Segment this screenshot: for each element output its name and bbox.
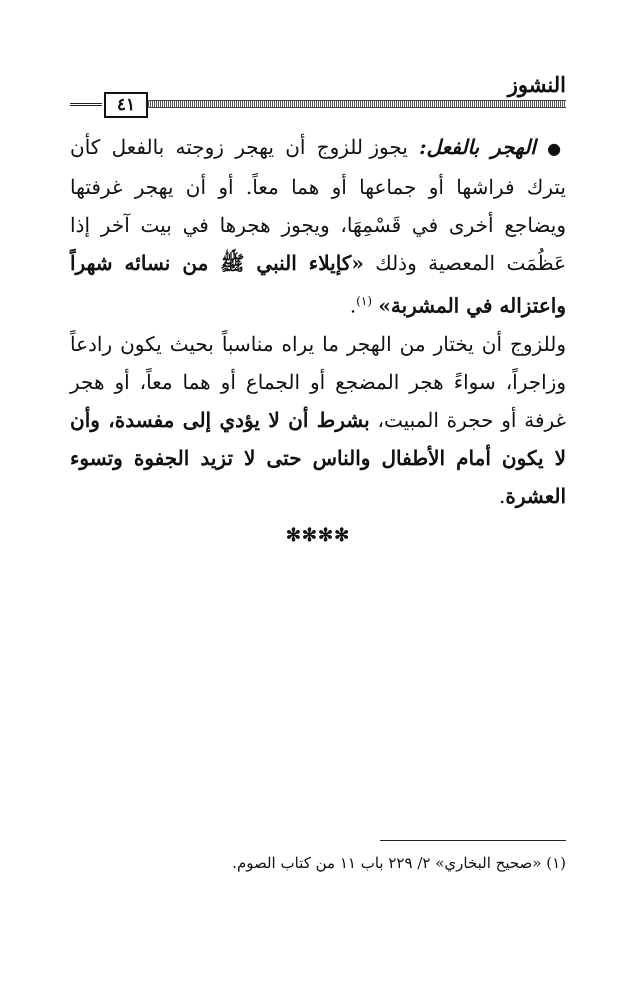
header-rule-left: [70, 103, 102, 106]
body-text: [70, 128, 566, 555]
section-separator: ✻✻✻✻: [285, 524, 351, 546]
hadith-quote: «كإيلاء النبي ﷺ من نسائه شهراً واعتزاله في المشربة»: [70, 251, 566, 318]
header-rule-right: [148, 100, 566, 108]
footnote: (١) «صحيح البخاري» ٢/ ٢٢٩ باب ١١ من كتاب الصوم.: [232, 854, 566, 872]
page-header: [70, 70, 566, 120]
running-title: النشوز: [507, 72, 566, 97]
term-heading: الهجر بالفعل:: [419, 135, 536, 159]
paragraph-2: [70, 325, 566, 515]
paragraph-1-end: .: [349, 293, 357, 318]
paragraph-2-bold-text: بشرط أن لا يؤدي إلى مفسدة، وأن لا يكون أمام الأطفال والناس حتى لا تزيد الجفوة وتسوء العشرة: [70, 407, 566, 508]
page-number: ٤١: [104, 92, 148, 118]
paragraph-2-text: وللزوج أن يختار من الهجر ما يراه مناسباً بحيث يكون رادعاً وزاجراً، سواءً هجر المضجع أو الجماع أو هما معاً، أو هجر غرفة أو حجرة المبيت،: [70, 331, 567, 432]
footnote-reference: (١): [356, 294, 372, 308]
paragraph-1-text: يجوز للزوج أن يهجر زوجته بالفعل كأن يترك فراشها أو جماعها أو هما معاً. أو أن يهجر غرفتها ويضاجع أخرى في قَسْمِهَا، ويجوز هجرها في بيت آخر إذا عَظُمَت المعصية وذلك: [70, 135, 567, 275]
paragraph-1: [70, 128, 566, 325]
bullet-icon: ●: [547, 139, 566, 158]
footnote-rule: [380, 840, 566, 841]
paragraph-2-end: .: [498, 483, 506, 508]
